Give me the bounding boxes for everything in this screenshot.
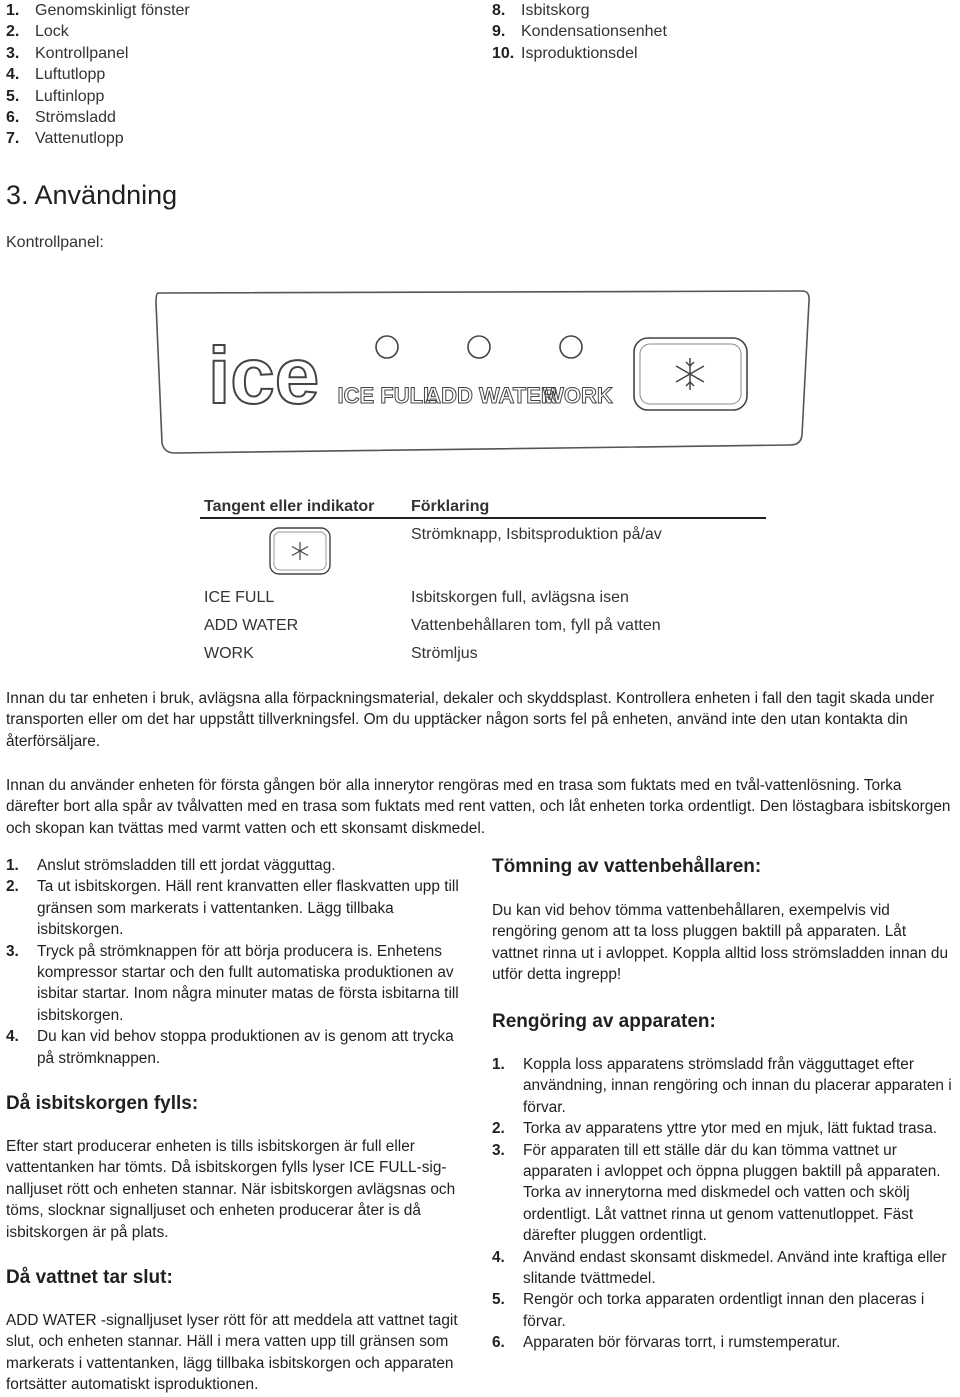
list-item: 2. Ta ut isbitskorgen. Häll rent kranvatten eller flaskvatten upp till gränsen som markerats i vattentanken. Lägg tillbaka isbitskorgen. bbox=[6, 878, 459, 939]
snowflake-icon bbox=[292, 542, 308, 560]
list-item: 3. Kontrollpanel bbox=[6, 44, 129, 62]
ice-logo: ice bbox=[208, 331, 320, 420]
list-item: 1. Anslut strömsladden till ett jordat vägguttag. bbox=[6, 857, 336, 874]
parts-list-left bbox=[6, 0, 306, 150]
table-key-work: WORK bbox=[204, 645, 254, 662]
intro-paragraph-2: Innan du använder enheten för första gången bör alla innerytor rengöras med en trasa som fuktats med en tvål-vattenlösning. Torka därefter bort alla spår av tvålvatten med en trasa som fuktats med rent vatten, och låt enheten torka ordentligt. Den löstagbara isbitskorgen och skopan kan tvättas med varmt vatten och ett skonsamt diskmedel. bbox=[6, 777, 951, 837]
list-item: 4. Du kan vid behov stoppa produktionen av is genom att trycka på strömknappen. bbox=[6, 1028, 454, 1067]
water-out-heading: Då vattnet tar slut: bbox=[6, 1267, 173, 1288]
water-out-text: ADD WATER -signalljuset lyser rött för att meddela att vattnet tagit slut, och enheten stannar. Häll i mera vatten upp till gränsen som markerats i vattentanken, lägg tillbaka isbitskorgen och apparaten fortsätter automatiskt isproduktionen. bbox=[6, 1312, 458, 1394]
work-label: WORK bbox=[543, 383, 613, 408]
list-item: 4. Luftutlopp bbox=[6, 66, 106, 84]
emptying-text: Du kan vid behov tömma vattenbehållaren, exempelvis vid rengöring genom att ta loss pluggen baktill på apparaten. Låt vattnet rinna ut i avloppet. Koppla alltid loss strömsladden innan du utför detta ingrepp! bbox=[492, 902, 949, 984]
list-item: 5. Rengör och torka apparaten ordentligt innan den placeras i förvar. bbox=[492, 1291, 925, 1330]
list-item: 2. Torka av apparatens yttre ytor med en mjuk, lätt fuktad trasa. bbox=[492, 1120, 938, 1138]
power-button-description: Strömknapp, Isbitsproduktion på/av bbox=[411, 526, 662, 543]
basket-full-text: Efter start producerar enheten is tills isbitskorgen är full eller vattentanken har tömts. Då isbitskorgen fylls lyser ICE FULL-signalljuset rött och enheten stannar. När isbitskorgen avlägsnas och töms, slocknar signalljuset och enheten producerar åter is då isbitskorgen är på plats. bbox=[6, 1138, 456, 1241]
list-item: 1. Genomskinligt fönster bbox=[6, 2, 190, 19]
power-button-symbol bbox=[269, 527, 331, 575]
table-header-key: Tangent eller indikator bbox=[204, 498, 375, 515]
list-item: 9. Kondensationsenhet bbox=[492, 23, 667, 41]
table-desc-add-water: Vattenbehållaren tom, fyll på vatten bbox=[411, 617, 661, 634]
control-panel-illustration bbox=[150, 285, 812, 460]
table-desc-work: Strömljus bbox=[411, 645, 478, 662]
parts-list-right bbox=[492, 0, 792, 64]
intro-paragraph-1: Innan du tar enheten i bruk, avlägsna alla förpackningsmaterial, dekaler och skyddsplast. Kontrollera enheten i fall den tagit skada under transporten eller om det har uppstått tillverkningsfel. Om du upptäcker någon sorts fel på enheten, använd inte den utan kontakta din återförsäljare. bbox=[6, 690, 935, 750]
list-item: 4. Använd endast skonsamt diskmedel. Använd inte kraftiga eller slitande tvättmedel. bbox=[492, 1248, 947, 1288]
emptying-heading: Tömning av vattenbehållaren: bbox=[492, 856, 762, 877]
cleaning-heading: Rengöring av apparaten: bbox=[492, 1011, 716, 1032]
table-key-ice-full: ICE FULL bbox=[204, 589, 275, 606]
table-divider bbox=[200, 517, 766, 519]
snowflake-icon bbox=[676, 358, 704, 390]
list-item: 6. Apparaten bör förvaras torrt, i rumstemperatur. bbox=[492, 1334, 841, 1352]
section-title: 3. Användning bbox=[6, 180, 178, 210]
list-item: 2. Lock bbox=[6, 23, 69, 41]
add-water-label: ADD WATER bbox=[425, 383, 557, 408]
basket-full-heading: Då isbitskorgen fylls: bbox=[6, 1093, 199, 1114]
table-key-add-water: ADD WATER bbox=[204, 617, 299, 634]
cleaning-steps bbox=[492, 1054, 956, 1354]
section-subtitle: Kontrollpanel: bbox=[6, 234, 104, 251]
list-item: 10. Isproduktionsdel bbox=[492, 44, 638, 62]
list-item: 8. Isbitskorg bbox=[492, 2, 590, 19]
list-item: 6. Strömsladd bbox=[6, 108, 116, 126]
list-item: 1. Koppla loss apparatens strömsladd från vägguttaget efter användning, innan rengöring och innan du placerar apparaten i förvar. bbox=[492, 1056, 952, 1116]
table-desc-ice-full: Isbitskorgen full, avlägsna isen bbox=[411, 589, 629, 606]
list-item: 7. Vattenutlopp bbox=[6, 130, 124, 148]
usage-steps bbox=[6, 855, 472, 1069]
table-header-description: Förklaring bbox=[411, 498, 490, 515]
list-item: 3. För apparaten till ett ställe där du kan tömma vattnet ur apparaten i avloppet och öppna pluggen baktill på apparaten. Torka av innerytorna med diskmedel och vatten och skölj ordentligt. Låt vattnet rinna ut genom vattenutloppet. Fäst därefter pluggen ordentligt. bbox=[492, 1141, 941, 1245]
add-water-indicator-light bbox=[468, 336, 490, 358]
work-indicator-light bbox=[560, 336, 582, 358]
ice-full-label: ICE FULL bbox=[337, 383, 437, 408]
list-item: 3. Tryck på strömknappen för att börja producera is. Enhetens kompressor startar och den fullt automatiska produktionen av isbitar startar. Inom några minuter matas de första isbitarna till isbitskorgen. bbox=[6, 942, 459, 1024]
list-item: 5. Luftinlopp bbox=[6, 87, 105, 105]
ice-full-indicator-light bbox=[376, 336, 398, 358]
